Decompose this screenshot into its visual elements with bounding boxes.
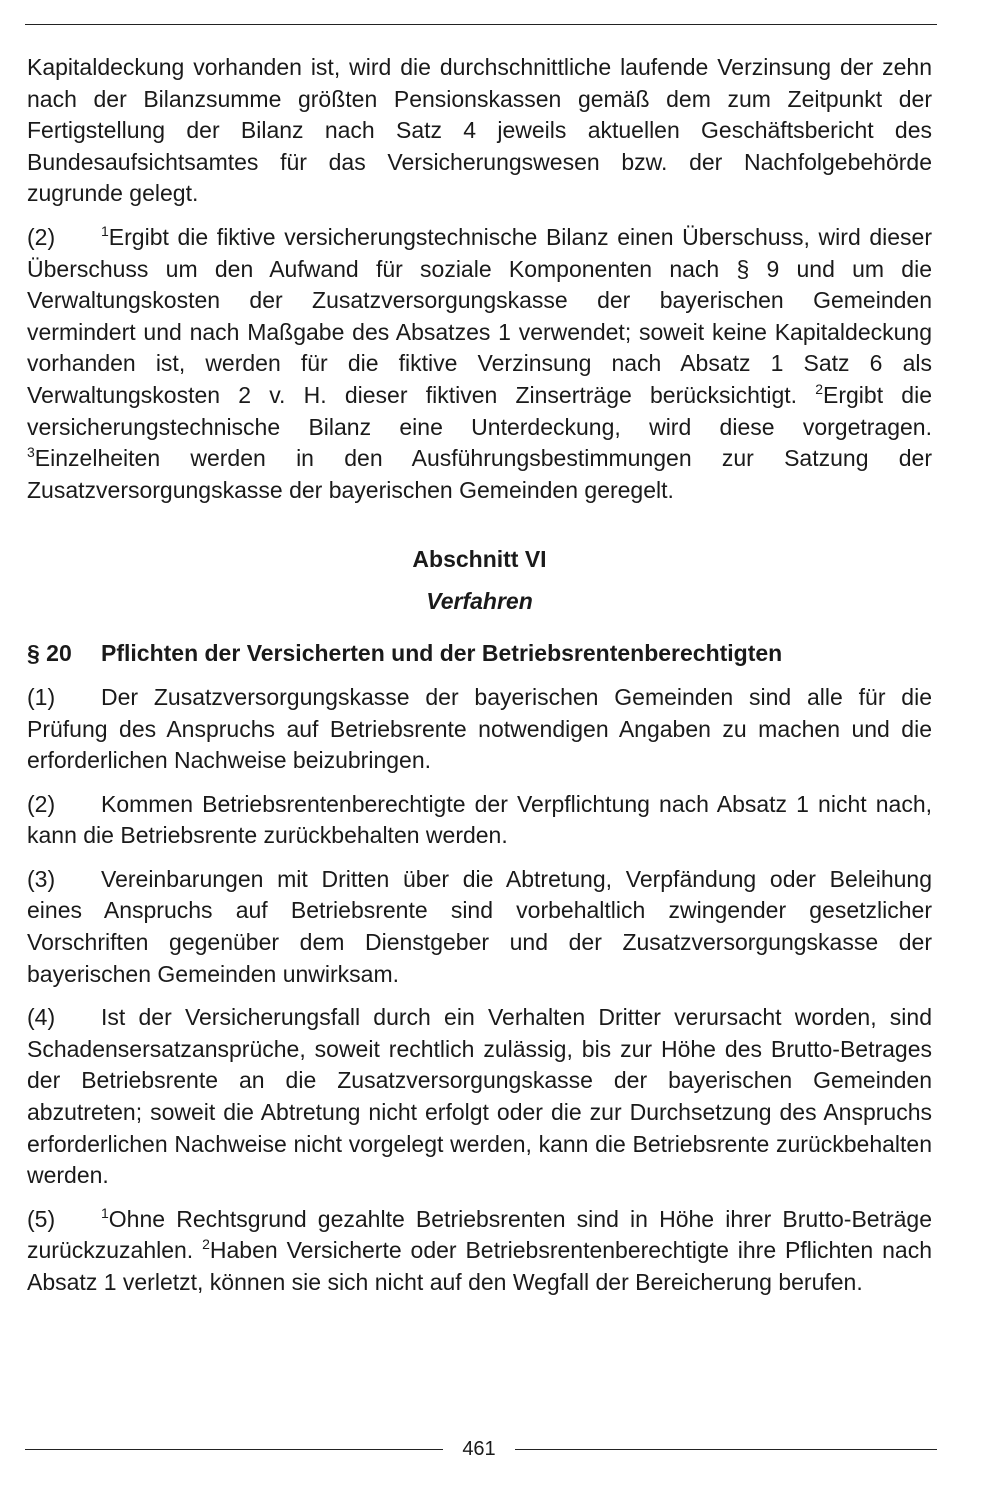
chapter-subtitle: Verfahren [426,588,533,615]
sentence-marker: 2 [815,380,824,397]
page-number: 461 [462,1438,496,1460]
section-heading [27,638,932,670]
section-paragraph-4 [27,1002,932,1192]
paragraph-text: Der Zusatzversorgungskasse der bayerischen Gemeinden sind alle für die Prüfung des Anspruchs auf Betriebsrente notwendigen Angaben zu machen und die erforderlichen Nachweise beizubringen. [27,683,932,774]
paragraph-text: Ist der Versicherungsfall durch ein Verhalten Dritter verursacht worden, sind Schadensersatzansprüche, soweit rechtlich zulässig, bis zur Höhe des Brutto-Betrages der Betriebsrente an die Zusatzversorgungskasse der bayerischen Gemeinden abzutreten; soweit die Abtretung nicht erfolgt oder die zur Durchsetzung des Anspruchs erforderlichen Nachweise nicht vorgelegt werden, kann die Betriebsrente zurückbehalten werden. [27,1004,932,1189]
footer-rule-left [25,1449,443,1450]
footer-rule-right [515,1449,937,1450]
sentence-text: Ergibt die fiktive versicherungstechnische Bilanz einen Überschuss, wird dieser Überschuss um den Aufwand für soziale Komponenten nach § 9 und um die Verwaltungskosten der Zusatzversorgungskasse der bayerischen Gemeinden vermindert und nach Maßgabe des Absatzes 1 verwendet; soweit keine Kapitaldeckung vorhanden ist, werden für die fiktive Verzinsung nach Absatz 1 Satz 6 als Verwaltungskosten 2 v. H. dieser fiktiven Zinserträge berücksichtigt. [27,223,932,408]
continuation-paragraph: Kapitaldeckung vorhanden ist, wird die durchschnittliche laufende Verzinsung der zehn nach der Bilanzsumme größten Pensionskassen gemäß dem zum Zeitpunkt der Fertigstellung der Bilanz nach Satz 4 jeweils aktuellen Geschäftsbericht des Bundesaufsichtsamtes für das Versicherungswesen bzw. der Nachfolgebehörde zugrunde gelegt. [27,54,932,207]
sentence-marker: 1 [101,1204,109,1221]
section-paragraph-5 [27,1204,932,1299]
sentence-text: Ohne Rechtsgrund gezahlte Betriebsrenten sind in Höhe ihrer Brutto-Beträge zurückzuzahlen. [27,1205,932,1264]
paragraph-number: (2) [27,223,56,250]
paragraph-number: (4) [27,1004,56,1031]
sentence-text: Einzelheiten werden in den Ausführungsbestimmungen zur Satzung der Zusatzversorgungskasse der bayerischen Gemeinden geregelt. [27,445,932,503]
sentence-marker: 2 [202,1236,210,1253]
section-paragraph-2 [27,789,932,852]
sentence-marker: 1 [101,222,109,239]
section-number: § 20 [27,640,72,667]
paragraph-number: (5) [27,1205,56,1232]
page-footer [25,1434,937,1464]
paragraph-2 [27,222,932,506]
paragraph-text: Vereinbarungen mit Dritten über die Abtretung, Verpfändung oder Beleihung eines Anspruchs auf Betriebsrente sind vorbehaltlich zwingender gesetzlicher Vorschriften gegenüber dem Dienstgeber und der Zusatzversorgungskasse der bayerischen Gemeinden unwirksam. [27,865,932,987]
chapter-heading [27,538,932,622]
sentence-text: Haben Versicherte oder Betriebsrentenberechtigte ihre Pflichten nach Absatz 1 verletzt, können sie sich nicht auf den Wegfall der Bereicherung berufen. [27,1237,932,1295]
sentence-text: Ergibt die versicherungstechnische Bilanz eine Unterdeckung, wird diese vorgetragen. [27,381,932,440]
paragraph-text: Kommen Betriebsrentenberechtigte der Verpflichtung nach Absatz 1 nicht nach, kann die Betriebsrente zurückbehalten werden. [27,790,932,849]
paragraph-number: (3) [27,865,56,892]
section-paragraph-1 [27,682,932,777]
paragraph-number: (2) [27,790,56,817]
section-title: Pflichten der Versicherten und der Betriebsrentenberechtigten [101,640,783,667]
paragraph-number: (1) [27,683,56,710]
chapter-title: Abschnitt VI [412,546,547,573]
sentence-marker: 3 [27,444,35,461]
document-page [27,52,932,1311]
top-divider [25,24,937,25]
section-paragraph-3 [27,864,932,990]
